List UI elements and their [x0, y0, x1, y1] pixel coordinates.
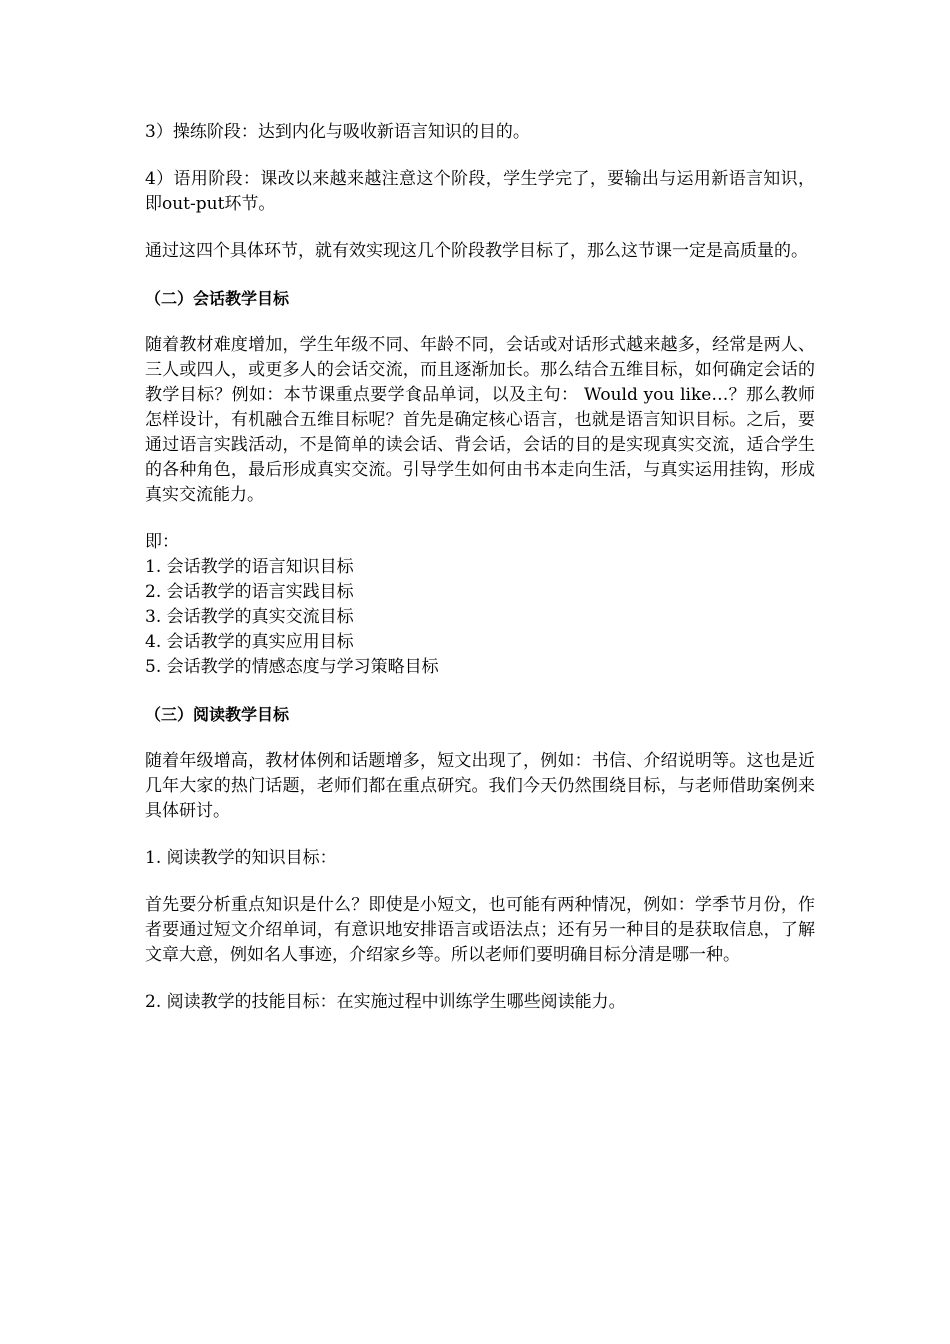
paragraph-conversation-intro: 随着教材难度增加，学生年级不同、年龄不同，会话或对话形式越来越多，经常是两人、三人或四人，或更多人的会话交流，而且逐渐加长。那么结合五维目标，如何确定会话的教学目标？例如：本节课重点要学食品单词，以及主句： Would you like…？那么教师怎样设计，有机融合五维目标呢？首先是确定核心语言，也就是语言知识目标。之后，要通过语言实践活动，不是简单的读会话、背会话，会话的目的是实现真实交流，适合学生的各种角色，最后形成真实交流。引导学生如何由书本走向生活，与真实运用挂钩，形成真实交流能力。	[145, 335, 815, 505]
list-item: 1. 会话教学的语言知识目标	[145, 557, 354, 577]
paragraph-summary: 通过这四个具体环节，就有效实现这几个阶段教学目标了，那么这节课一定是高质量的。	[145, 241, 808, 261]
list-item: 2. 会话教学的语言实践目标	[145, 582, 354, 602]
paragraph-reading-analysis: 首先要分析重点知识是什么？即使是小短文，也可能有两种情况，例如：学季节月份，作者要通过短文介绍单词，有意识地安排语言或语法点；还有另一种目的是获取信息，了解文章大意，例如名人事迹，介绍家乡等。所以老师们要明确目标分清是哪一种。	[145, 895, 815, 965]
paragraph-usage-stage: 4）语用阶段：课改以来越来越注意这个阶段，学生学完了，要输出与运用新语言知识，即out-put环节。	[145, 169, 815, 214]
paragraph-reading-knowledge: 1. 阅读教学的知识目标：	[145, 848, 337, 868]
document-page	[145, 120, 815, 1015]
paragraph-namely: 即：	[145, 532, 179, 552]
paragraph-reading-skills: 2. 阅读教学的技能目标：在实施过程中训练学生哪些阅读能力。	[145, 992, 626, 1012]
paragraph-reading-intro: 随着年级增高，教材体例和话题增多，短文出现了，例如：书信、介绍说明等。这也是近几年大家的热门话题，老师们都在重点研究。我们今天仍然围绕目标，与老师借助案例来具体研讨。	[145, 751, 815, 821]
heading-conversation-goals: （二）会话教学目标	[145, 289, 290, 308]
heading-reading-goals: （三）阅读教学目标	[145, 705, 290, 724]
paragraph-drill-stage: 3）操练阶段：达到内化与吸收新语言知识的目的。	[145, 122, 530, 142]
list-item: 4. 会话教学的真实应用目标	[145, 632, 354, 652]
list-item: 5. 会话教学的情感态度与学习策略目标	[145, 657, 439, 677]
list-item: 3. 会话教学的真实交流目标	[145, 607, 354, 627]
conversation-goals-list	[145, 555, 815, 680]
